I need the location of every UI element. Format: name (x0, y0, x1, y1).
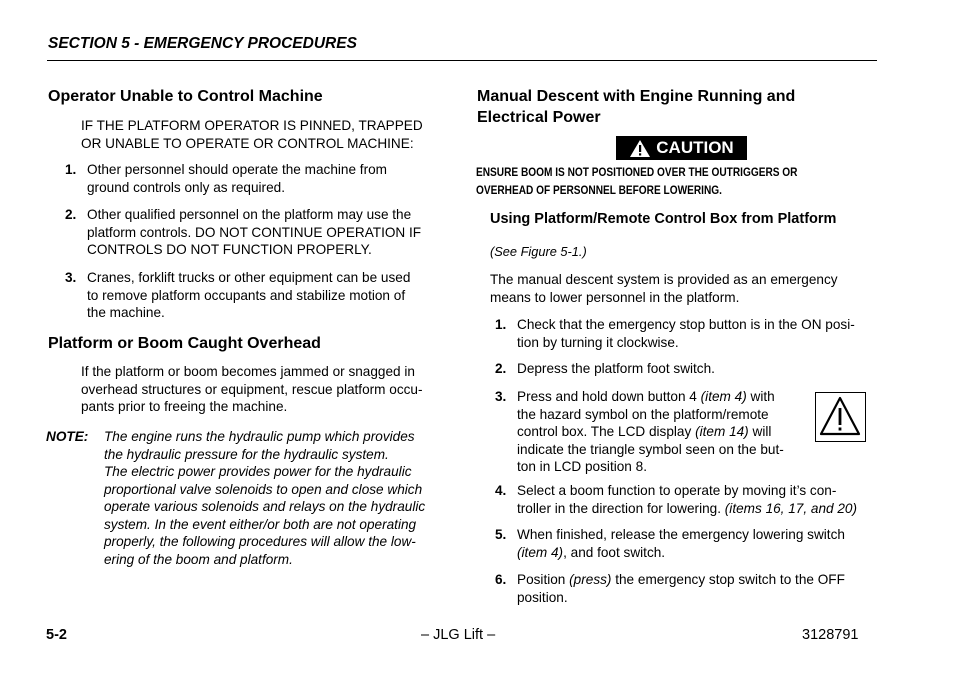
step-line: Position (press) the emergency stop switch to the OFF (517, 572, 845, 587)
step-line: When finished, release the emergency lowering switch (517, 527, 845, 542)
step-line: troller in the direction for lowering. (items 16, 17, and 20) (517, 500, 858, 516)
header-rule (47, 60, 877, 61)
step-line: position. (517, 589, 568, 605)
step-line: ton in LCD position 8. (517, 459, 647, 474)
list-item-line: Cranes, forklift trucks or other equipment can be used (87, 270, 411, 285)
heading-platform-caught: Platform or Boom Caught Overhead (48, 335, 321, 352)
note-line: The electric power provides power for the hydraulic (104, 464, 412, 479)
step-line: (item 4), and foot switch. (517, 544, 666, 560)
note-line: the hydraulic pressure for the hydraulic system. (104, 446, 389, 462)
step-line: control box. The LCD display (item 14) will (517, 424, 772, 439)
list-item-line: CONTROLS DO NOT FUNCTION PROPERLY. (87, 242, 372, 257)
footer-center: – JLG Lift – (421, 627, 496, 643)
heading-operator-unable: Operator Unable to Control Machine (48, 88, 323, 105)
step-number: 2. (495, 361, 507, 376)
step-number: 4. (495, 483, 507, 498)
heading-manual-descent: Manual Descent with Engine Running and (477, 88, 796, 105)
warning-triangle-icon (629, 139, 651, 158)
note-line: operate various solenoids and relays on the hydraulic (104, 499, 426, 514)
list-item-line: Other qualified personnel on the platform may use the (87, 207, 412, 222)
step-line: Select a boom function to operate by moving it’s con- (517, 483, 837, 498)
step-line: the hazard symbol on the platform/remote (517, 406, 769, 422)
list-number: 2. (65, 207, 77, 222)
warning-text-line: ENSURE BOOM IS NOT POSITIONED OVER THE OUTRIGGERS OR (476, 165, 798, 179)
caution-label: CAUTION (656, 138, 734, 157)
list-number: 3. (65, 270, 77, 285)
list-item-line: to remove platform occupants and stabilize motion of (87, 287, 406, 303)
note-line: ering of the boom and platform. (104, 551, 293, 567)
intro-line: OR UNABLE TO OPERATE OR CONTROL MACHINE: (81, 135, 414, 151)
list-number: 1. (65, 162, 77, 177)
para-line: pants prior to freeing the machine. (81, 399, 288, 414)
para-line: The manual descent system is provided as an emergency (490, 272, 838, 287)
step-number: 3. (495, 389, 507, 404)
note-line: properly, the following procedures will allow the low- (104, 534, 416, 549)
step-number: 5. (495, 527, 507, 542)
see-figure: (See Figure 5-1.) (490, 244, 587, 259)
step-number: 6. (495, 572, 507, 587)
step-line: Depress the platform foot switch. (517, 361, 715, 376)
doc-number: 3128791 (802, 627, 859, 643)
list-item-line: ground controls only as required. (87, 179, 285, 195)
heading-manual-descent-cont: Electrical Power (477, 109, 601, 126)
para-line: overhead structures or equipment, rescue platform occu- (81, 381, 423, 397)
page-number: 5-2 (46, 627, 67, 643)
note-line: proportional valve solenoids to open and close which (104, 481, 423, 497)
step-line: Check that the emergency stop button is in the ON posi- (517, 317, 855, 332)
section-title: SECTION 5 - EMERGENCY PROCEDURES (48, 35, 357, 52)
list-item-line: platform controls. DO NOT CONTINUE OPERATION IF (87, 224, 422, 240)
hazard-symbol-icon (815, 392, 866, 442)
note-line: system. In the event either/or both are not operating (104, 516, 417, 532)
step-line: indicate the triangle symbol seen on the but- (517, 441, 784, 457)
note-label: NOTE: (46, 429, 89, 444)
note-line: The engine runs the hydraulic pump which provides (104, 429, 415, 444)
intro-line: IF THE PLATFORM OPERATOR IS PINNED, TRAPPED (81, 118, 423, 133)
para-line: If the platform or boom becomes jammed or snagged in (81, 364, 415, 379)
para-line: means to lower personnel in the platform. (490, 289, 740, 305)
step-line: Press and hold down button 4 (item 4) with (517, 389, 775, 404)
list-item-line: the machine. (87, 305, 165, 320)
step-number: 1. (495, 317, 507, 332)
step-line: tion by turning it clockwise. (517, 334, 679, 350)
list-item-line: Other personnel should operate the machine from (87, 162, 387, 177)
caution-banner (616, 136, 747, 160)
subheading-platform-box: Using Platform/Remote Control Box from Platform (490, 211, 837, 227)
warning-text-line: OVERHEAD OF PERSONNEL BEFORE LOWERING. (476, 183, 722, 197)
